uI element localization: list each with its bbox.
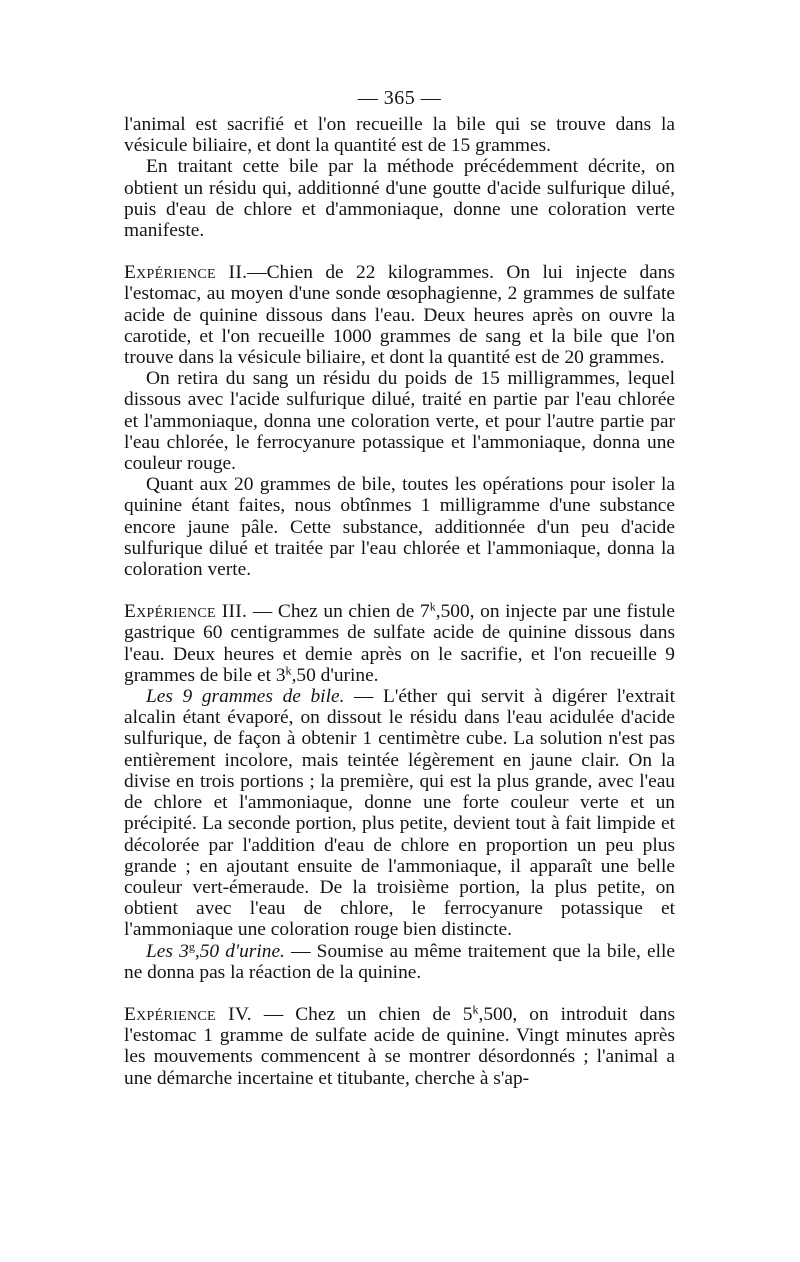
experience-iv-lead-text-a: — Chez un chien de 5 [251, 1003, 473, 1025]
experience-iii-heading: Expérience III. [124, 601, 248, 623]
experience-iii-lead-text-b: ,500, on injecte par une fistule gastrique 60 centigrammes de sulfate acide de quinine dissous dans l'eau. Deux heures et demie après on le sacrifie, et l'on recueille 9 grammes de bile et 3 [124, 601, 676, 686]
experience-ii-heading: Expérience II. [124, 262, 248, 284]
experience-ii-section [124, 262, 675, 580]
experience-ii-lead [124, 262, 675, 368]
experience-iii-bile-text: — L'éther qui servit à digérer l'extrait alcalin étant évaporé, on dissout le résidu dans l'eau acidulée d'acide sulfurique, de façon à obtenir 1 centimètre cube. La solution n'est pas entièrement incolore, mais teintée légèrement en jaune clair. On la divise en trois portions ; la première, qui est la plus grande, avec l'eau de chlore et l'ammoniaque, donne une forte couleur verte et un précipité. La seconde portion, plus petite, devient tout à fait limpide et décolorée par l'addition d'eau de chlore en proportion un peu plus grande ; en ajoutant ensuite de l'ammoniaque, il apparaît une belle couleur vert-émeraude. De la troisième portion, la plus petite, on obtient avec l'eau de chlore, le ferrocyanure potassique et l'ammoniaque une coloration rouge bien distincte. [124, 686, 675, 941]
experience-iii-unit-sup-2: k [285, 663, 292, 678]
experience-ii-paragraph-2: On retira du sang un résidu du poids de 15 milligrammes, lequel dissous avec l'acide sulfurique dilué, traité en partie par l'eau chlorée et l'ammoniaque, donna une coloration verte, et pour l'autre partie par l'eau chlorée, le ferrocyanure potassique et l'ammoniaque, donna une couleur rouge. [124, 368, 675, 475]
experience-iii-unit-sup: k [429, 599, 436, 614]
book-page [124, 86, 675, 1089]
experience-iii-urine-text: — Soumise au même traitement que la bile, elle ne donna pas la réaction de la quinine. [124, 940, 675, 983]
experience-iii-bile-title: Les 9 grammes de bile. [146, 686, 345, 708]
experience-iii-urine-sup: g [188, 938, 195, 953]
experience-iii-lead [124, 601, 675, 686]
experience-iv-unit-sup: k [472, 1002, 479, 1017]
experience-iii-section [124, 601, 675, 983]
intro-paragraph-2: En traitant cette bile par la méthode précédemment décrite, on obtient un résidu qui, additionné d'une goutte d'acide sulfurique dilué, puis d'eau de chlore et d'ammoniaque, donne une coloration verte manifeste. [124, 156, 675, 242]
intro-paragraph-1: l'animal est sacrifié et l'on recueille la bile qui se trouve dans la vésicule biliaire, et dont la quantité est de 15 grammes. [124, 114, 675, 157]
experience-iii-urine-title-b: ,50 d'urine. [194, 940, 285, 962]
experience-ii-paragraph-3: Quant aux 20 grammes de bile, toutes les opérations pour isoler la quinine étant faites, nous obtînmes 1 milligramme d'une substance encore jaune pâle. Cette substance, additionnée d'un peu d'acide sulfurique dilué et traitée par l'eau chlorée et l'ammoniaque, donna la coloration verte. [124, 474, 675, 581]
experience-iii-bile-paragraph [124, 686, 675, 940]
experience-iii-lead-text-a: — Chez un chien de 7 [247, 601, 430, 623]
experience-ii-lead-text: —Chien de 22 kilogrammes. On lui injecte dans l'estomac, au moyen d'une sonde œsophagienne, 2 grammes de sulfate acide de quinine dissous dans l'eau. Deux heures après on ouvre la carotide, et l'on recueille 1000 grammes de sang et la bile que l'on trouve dans la vésicule biliaire, et dont la quantité est de 20 grammes. [124, 262, 675, 369]
experience-iii-urine-title-a: Les 3 [146, 940, 189, 962]
experience-iii-urine-paragraph [124, 938, 675, 983]
experience-iv-lead [124, 1004, 675, 1089]
page-number: — 365 — [357, 87, 442, 109]
experience-iii-lead-text-c: ,50 d'urine. [291, 664, 379, 686]
experience-iv-lead-text-b: ,500, on introduit dans l'estomac 1 gramme de sulfate acide de quinine. Vingt minutes après les mouvements commencent à se montrer désordonnés ; l'animal a une démarche incertaine et titubante, cherche à s'ap- [124, 1003, 676, 1089]
experience-iv-heading: Expérience IV. [124, 1003, 252, 1025]
experience-iv-section [124, 1004, 675, 1089]
